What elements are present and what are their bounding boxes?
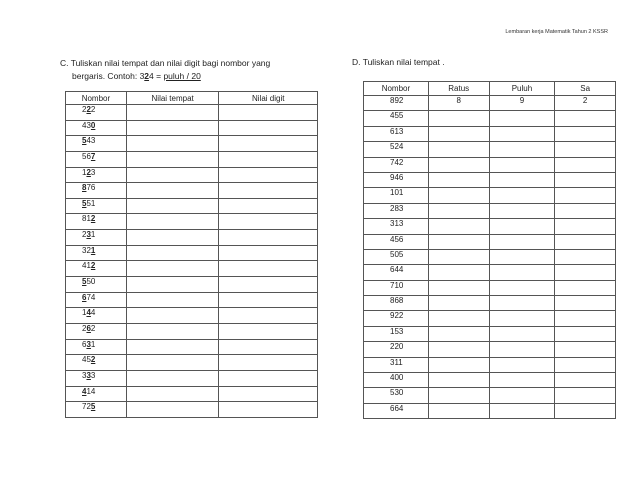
section-c-header-row bbox=[66, 92, 318, 105]
sa-cell[interactable] bbox=[555, 403, 616, 418]
digit-value-answer-cell[interactable] bbox=[219, 151, 318, 167]
table-row bbox=[364, 403, 616, 418]
underlined-digit: 5 bbox=[82, 277, 87, 287]
place-value-answer-cell[interactable] bbox=[126, 198, 219, 214]
place-value-answer-cell[interactable] bbox=[126, 183, 219, 199]
number-cell: 868 bbox=[364, 296, 429, 311]
digit-text: 3 bbox=[90, 370, 96, 380]
puluh-cell[interactable] bbox=[489, 265, 555, 280]
table-row bbox=[66, 230, 318, 246]
place-value-answer-cell[interactable] bbox=[126, 339, 219, 355]
place-value-answer-cell[interactable] bbox=[126, 167, 219, 183]
page-header: Lembaran kerja Matematik Tahun 2 KSSR bbox=[505, 29, 608, 35]
place-value-answer-cell[interactable] bbox=[126, 277, 219, 293]
sa-cell[interactable] bbox=[555, 234, 616, 249]
col-header-nilai-tempat: Nilai tempat bbox=[126, 92, 219, 105]
table-row bbox=[364, 296, 616, 311]
puluh-cell[interactable] bbox=[489, 172, 555, 187]
table-row bbox=[66, 261, 318, 277]
section-d-table bbox=[363, 81, 616, 419]
sa-cell[interactable] bbox=[555, 142, 616, 157]
digit-value-answer-cell[interactable] bbox=[219, 245, 318, 261]
ratus-cell[interactable] bbox=[428, 342, 489, 357]
table-row bbox=[66, 355, 318, 371]
ratus-cell[interactable] bbox=[428, 403, 489, 418]
ratus-cell[interactable] bbox=[428, 203, 489, 218]
underlined-digit: 5 bbox=[90, 402, 96, 412]
digit-text: 3 bbox=[90, 167, 96, 177]
sa-cell[interactable] bbox=[555, 249, 616, 264]
table-row bbox=[364, 326, 616, 341]
puluh-cell[interactable] bbox=[489, 403, 555, 418]
number-cell bbox=[66, 355, 127, 371]
place-value-answer-cell[interactable] bbox=[126, 292, 219, 308]
table-row bbox=[364, 96, 616, 111]
table-row bbox=[364, 172, 616, 187]
place-value-answer-cell[interactable] bbox=[126, 214, 219, 230]
puluh-cell[interactable] bbox=[489, 188, 555, 203]
digit-value-answer-cell[interactable] bbox=[219, 323, 318, 339]
underlined-digit: 4 bbox=[86, 308, 91, 318]
col-header-nombor: Nombor bbox=[364, 82, 429, 96]
ratus-cell[interactable] bbox=[428, 388, 489, 403]
digit-text: 1 bbox=[82, 167, 87, 177]
number-cell bbox=[66, 292, 127, 308]
sa-cell[interactable] bbox=[555, 373, 616, 388]
table-row bbox=[364, 111, 616, 126]
puluh-cell[interactable] bbox=[489, 357, 555, 372]
table-row bbox=[66, 245, 318, 261]
number-cell: 946 bbox=[364, 172, 429, 187]
digit-text: 2 bbox=[82, 105, 87, 114]
puluh-cell[interactable] bbox=[489, 342, 555, 357]
ratus-cell[interactable]: 8 bbox=[428, 96, 489, 111]
place-value-answer-cell[interactable] bbox=[126, 323, 219, 339]
ratus-cell[interactable] bbox=[428, 219, 489, 234]
underlined-digit: 6 bbox=[82, 292, 87, 302]
puluh-cell[interactable] bbox=[489, 311, 555, 326]
number-cell: 400 bbox=[364, 373, 429, 388]
table-row bbox=[364, 234, 616, 249]
underlined-digit: 1 bbox=[90, 245, 96, 255]
col-header-nombor: Nombor bbox=[66, 92, 127, 105]
sa-cell[interactable] bbox=[555, 188, 616, 203]
digit-text: 2 bbox=[82, 323, 87, 333]
table-row bbox=[364, 342, 616, 357]
underlined-digit: 5 bbox=[82, 136, 87, 146]
sa-cell[interactable] bbox=[555, 311, 616, 326]
underlined-digit: 2 bbox=[86, 167, 91, 177]
digit-value-answer-cell[interactable] bbox=[219, 214, 318, 230]
col-header-puluh: Puluh bbox=[489, 82, 555, 96]
digit-text: 3 bbox=[82, 370, 87, 380]
puluh-cell[interactable] bbox=[489, 388, 555, 403]
number-cell bbox=[66, 277, 127, 293]
table-row bbox=[66, 105, 318, 121]
table-row bbox=[364, 357, 616, 372]
underlined-digit: 0 bbox=[90, 120, 96, 130]
section-d-header-row bbox=[364, 82, 616, 96]
place-value-answer-cell[interactable] bbox=[126, 120, 219, 136]
digit-value-answer-cell[interactable] bbox=[219, 120, 318, 136]
table-row bbox=[364, 373, 616, 388]
number-cell: 455 bbox=[364, 111, 429, 126]
digit-text: 1 bbox=[90, 339, 96, 349]
digit-value-answer-cell[interactable] bbox=[219, 370, 318, 386]
table-row bbox=[66, 339, 318, 355]
number-cell bbox=[66, 308, 127, 324]
ratus-cell[interactable] bbox=[428, 265, 489, 280]
puluh-cell[interactable] bbox=[489, 249, 555, 264]
number-cell: 313 bbox=[364, 219, 429, 234]
digit-text: 1 bbox=[90, 230, 96, 240]
underlined-digit: 5 bbox=[82, 198, 87, 208]
digit-value-answer-cell[interactable] bbox=[219, 198, 318, 214]
table-row bbox=[66, 151, 318, 167]
sa-cell[interactable] bbox=[555, 219, 616, 234]
underlined-digit: 7 bbox=[90, 151, 96, 161]
ratus-cell[interactable] bbox=[428, 326, 489, 341]
ratus-cell[interactable] bbox=[428, 142, 489, 157]
puluh-cell[interactable] bbox=[489, 280, 555, 295]
table-row bbox=[66, 167, 318, 183]
puluh-cell[interactable]: 9 bbox=[489, 96, 555, 111]
number-cell bbox=[66, 261, 127, 277]
digit-value-answer-cell[interactable] bbox=[219, 386, 318, 402]
col-header-nilai-digit: Nilai digit bbox=[219, 92, 318, 105]
place-value-answer-cell[interactable] bbox=[126, 230, 219, 246]
number-cell: 524 bbox=[364, 142, 429, 157]
ratus-cell[interactable] bbox=[428, 373, 489, 388]
digit-value-answer-cell[interactable] bbox=[219, 183, 318, 199]
ratus-cell[interactable] bbox=[428, 111, 489, 126]
number-cell bbox=[66, 245, 127, 261]
number-cell: 456 bbox=[364, 234, 429, 249]
underlined-digit: 3 bbox=[86, 230, 91, 240]
number-cell bbox=[66, 198, 127, 214]
place-value-answer-cell[interactable] bbox=[126, 105, 219, 121]
digit-text: 81 bbox=[82, 214, 91, 224]
puluh-cell[interactable] bbox=[489, 219, 555, 234]
number-cell: 710 bbox=[364, 280, 429, 295]
number-cell bbox=[66, 370, 127, 386]
sa-cell[interactable] bbox=[555, 280, 616, 295]
digit-value-answer-cell[interactable] bbox=[219, 339, 318, 355]
table-row bbox=[66, 214, 318, 230]
sa-cell[interactable]: 2 bbox=[555, 96, 616, 111]
digit-text: 45 bbox=[82, 355, 91, 365]
number-cell: 311 bbox=[364, 357, 429, 372]
table-row bbox=[66, 386, 318, 402]
section-c-instructions bbox=[60, 57, 320, 83]
sa-cell[interactable] bbox=[555, 388, 616, 403]
number-cell bbox=[66, 105, 127, 121]
digit-text: 41 bbox=[82, 261, 91, 271]
digit-value-answer-cell[interactable] bbox=[219, 167, 318, 183]
place-value-answer-cell[interactable] bbox=[126, 136, 219, 152]
puluh-cell[interactable] bbox=[489, 157, 555, 172]
ratus-cell[interactable] bbox=[428, 126, 489, 141]
section-d-title: D. Tuliskan nilai tempat . bbox=[352, 57, 445, 67]
table-row bbox=[66, 136, 318, 152]
underlined-digit: 4 bbox=[82, 386, 87, 396]
sa-cell[interactable] bbox=[555, 326, 616, 341]
number-cell: 101 bbox=[364, 188, 429, 203]
sa-cell[interactable] bbox=[555, 265, 616, 280]
number-cell bbox=[66, 339, 127, 355]
table-row bbox=[66, 198, 318, 214]
sa-cell[interactable] bbox=[555, 296, 616, 311]
number-cell bbox=[66, 120, 127, 136]
place-value-answer-cell[interactable] bbox=[126, 308, 219, 324]
number-cell: 644 bbox=[364, 265, 429, 280]
digit-value-answer-cell[interactable] bbox=[219, 105, 318, 121]
digit-value-answer-cell[interactable] bbox=[219, 261, 318, 277]
table-row bbox=[364, 249, 616, 264]
number-cell: 922 bbox=[364, 311, 429, 326]
digit-text: 43 bbox=[82, 120, 91, 130]
number-cell bbox=[66, 183, 127, 199]
place-value-answer-cell[interactable] bbox=[126, 386, 219, 402]
puluh-cell[interactable] bbox=[489, 373, 555, 388]
puluh-cell[interactable] bbox=[489, 234, 555, 249]
number-cell: 505 bbox=[364, 249, 429, 264]
number-cell bbox=[66, 167, 127, 183]
sa-cell[interactable] bbox=[555, 172, 616, 187]
table-row bbox=[364, 142, 616, 157]
number-cell bbox=[66, 323, 127, 339]
table-row bbox=[66, 370, 318, 386]
puluh-cell[interactable] bbox=[489, 203, 555, 218]
digit-value-answer-cell[interactable] bbox=[219, 402, 318, 418]
puluh-cell[interactable] bbox=[489, 296, 555, 311]
underlined-digit: 6 bbox=[86, 323, 91, 333]
table-row bbox=[66, 292, 318, 308]
example-mid: 4 = bbox=[149, 71, 164, 81]
digit-text: 76 bbox=[86, 183, 96, 193]
table-row bbox=[364, 188, 616, 203]
ratus-cell[interactable] bbox=[428, 172, 489, 187]
table-row bbox=[364, 157, 616, 172]
underlined-digit: 2 bbox=[86, 105, 91, 114]
sa-cell[interactable] bbox=[555, 157, 616, 172]
ratus-cell[interactable] bbox=[428, 249, 489, 264]
digit-text: 6 bbox=[82, 339, 87, 349]
section-c-title-line1: C. Tuliskan nilai tempat dan nilai digit bagi nombor yang bbox=[60, 58, 271, 68]
underlined-digit: 2 bbox=[90, 214, 96, 224]
table-row bbox=[364, 219, 616, 234]
number-cell: 613 bbox=[364, 126, 429, 141]
underlined-digit: 3 bbox=[86, 339, 91, 349]
digit-text: 14 bbox=[86, 386, 96, 396]
puluh-cell[interactable] bbox=[489, 126, 555, 141]
underlined-digit: 8 bbox=[82, 183, 87, 193]
underlined-digit: 3 bbox=[86, 370, 91, 380]
table-row bbox=[364, 280, 616, 295]
number-cell bbox=[66, 230, 127, 246]
sa-cell[interactable] bbox=[555, 126, 616, 141]
place-value-answer-cell[interactable] bbox=[126, 370, 219, 386]
digit-value-answer-cell[interactable] bbox=[219, 308, 318, 324]
digit-value-answer-cell[interactable] bbox=[219, 292, 318, 308]
number-cell: 283 bbox=[364, 203, 429, 218]
table-row bbox=[66, 402, 318, 418]
digit-value-answer-cell[interactable] bbox=[219, 230, 318, 246]
number-cell bbox=[66, 136, 127, 152]
digit-text: 74 bbox=[86, 292, 96, 302]
table-row bbox=[66, 277, 318, 293]
example-prefix: bergaris. Contoh: 3 bbox=[72, 71, 145, 81]
number-cell bbox=[66, 402, 127, 418]
table-row bbox=[364, 311, 616, 326]
ratus-cell[interactable] bbox=[428, 188, 489, 203]
ratus-cell[interactable] bbox=[428, 296, 489, 311]
number-cell: 892 bbox=[364, 96, 429, 111]
table-row bbox=[364, 126, 616, 141]
underlined-digit: 2 bbox=[90, 261, 96, 271]
digit-text: 2 bbox=[90, 105, 96, 114]
number-cell bbox=[66, 214, 127, 230]
table-row bbox=[66, 120, 318, 136]
section-c-title-line2 bbox=[60, 70, 320, 83]
number-cell: 220 bbox=[364, 342, 429, 357]
puluh-cell[interactable] bbox=[489, 111, 555, 126]
place-value-answer-cell[interactable] bbox=[126, 402, 219, 418]
col-header-sa: Sa bbox=[555, 82, 616, 96]
digit-text: 32 bbox=[82, 245, 91, 255]
digit-text: 50 bbox=[86, 277, 96, 287]
digit-text: 51 bbox=[86, 198, 96, 208]
place-value-answer-cell[interactable] bbox=[126, 261, 219, 277]
digit-text: 43 bbox=[86, 136, 96, 146]
digit-text: 56 bbox=[82, 151, 91, 161]
ratus-cell[interactable] bbox=[428, 234, 489, 249]
place-value-answer-cell[interactable] bbox=[126, 151, 219, 167]
number-cell: 153 bbox=[364, 326, 429, 341]
example-answer: puluh / 20 bbox=[163, 71, 201, 81]
table-row bbox=[66, 323, 318, 339]
table-row bbox=[364, 203, 616, 218]
number-cell: 530 bbox=[364, 388, 429, 403]
digit-text: 4 bbox=[90, 308, 96, 318]
section-c-table bbox=[65, 91, 318, 418]
ratus-cell[interactable] bbox=[428, 311, 489, 326]
example-digit: 2 bbox=[144, 71, 150, 81]
sa-cell[interactable] bbox=[555, 203, 616, 218]
puluh-cell[interactable] bbox=[489, 326, 555, 341]
sa-cell[interactable] bbox=[555, 342, 616, 357]
number-cell: 742 bbox=[364, 157, 429, 172]
number-cell: 664 bbox=[364, 403, 429, 418]
place-value-answer-cell[interactable] bbox=[126, 355, 219, 371]
sa-cell[interactable] bbox=[555, 111, 616, 126]
table-row bbox=[364, 265, 616, 280]
table-row bbox=[66, 308, 318, 324]
number-cell bbox=[66, 386, 127, 402]
digit-text: 1 bbox=[82, 308, 87, 318]
underlined-digit: 2 bbox=[90, 355, 96, 365]
digit-value-answer-cell[interactable] bbox=[219, 136, 318, 152]
digit-text: 2 bbox=[82, 230, 87, 240]
table-row bbox=[66, 183, 318, 199]
number-cell bbox=[66, 151, 127, 167]
ratus-cell[interactable] bbox=[428, 280, 489, 295]
col-header-ratus: Ratus bbox=[428, 82, 489, 96]
digit-text: 2 bbox=[90, 323, 96, 333]
table-row bbox=[364, 388, 616, 403]
puluh-cell[interactable] bbox=[489, 142, 555, 157]
ratus-cell[interactable] bbox=[428, 157, 489, 172]
digit-value-answer-cell[interactable] bbox=[219, 277, 318, 293]
digit-value-answer-cell[interactable] bbox=[219, 355, 318, 371]
sa-cell[interactable] bbox=[555, 357, 616, 372]
ratus-cell[interactable] bbox=[428, 357, 489, 372]
digit-text: 72 bbox=[82, 402, 91, 412]
place-value-answer-cell[interactable] bbox=[126, 245, 219, 261]
